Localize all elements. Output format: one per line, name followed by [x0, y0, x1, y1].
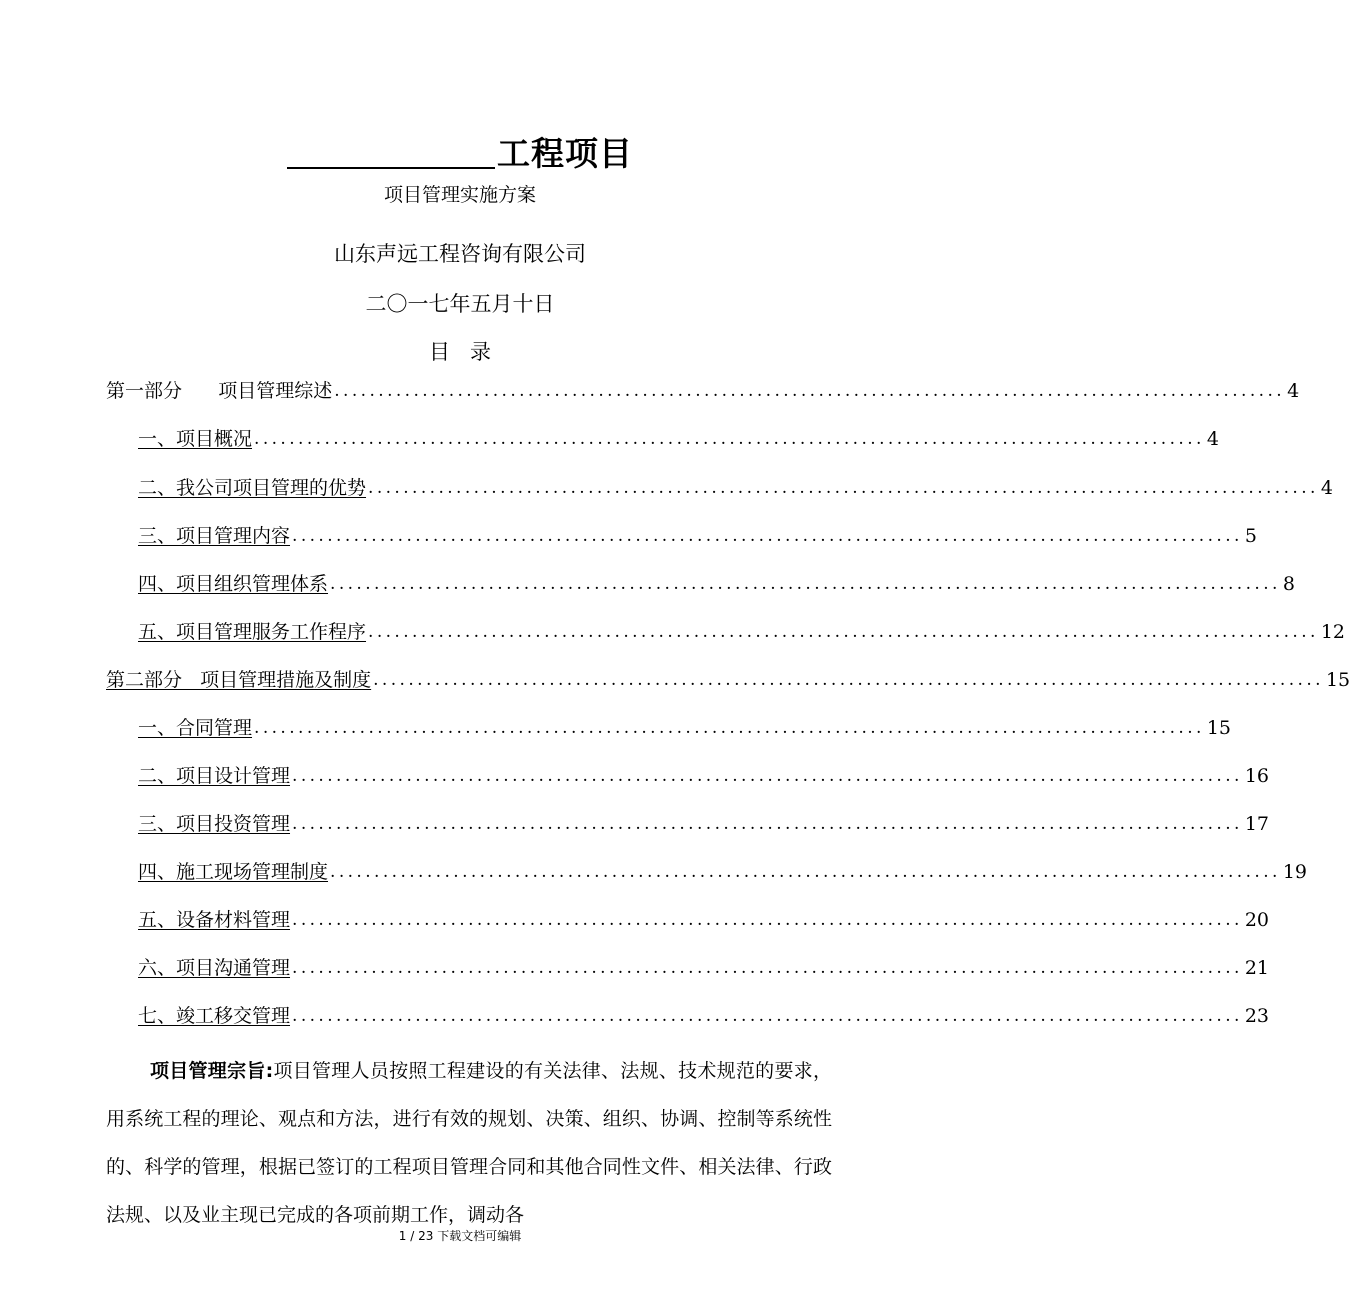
toc-entry[interactable]: [138, 759, 1270, 789]
paragraph-lead: 项目管理宗旨:: [150, 1060, 274, 1082]
toc-page-number: 4: [1320, 477, 1333, 499]
toc-page-number: 16: [1244, 765, 1270, 787]
toc-leader-dots: ............................................................................................................: [292, 766, 1243, 786]
toc-leader-dots: ............................................................................................................: [292, 958, 1243, 978]
document-date: 二〇一七年五月十日: [365, 292, 555, 316]
toc-entry-label: 第二部分 项目管理措施及制度: [106, 669, 372, 691]
title-text: 工程项目: [497, 134, 633, 173]
toc-entry-label: 五、设备材料管理: [138, 909, 291, 931]
toc-entry[interactable]: [106, 374, 1300, 404]
toc-entry[interactable]: [106, 663, 1350, 693]
toc-entry[interactable]: [138, 567, 1295, 597]
toc-entry-label: 一、项目概况: [138, 428, 253, 450]
toc-page-number: 4: [1206, 428, 1219, 450]
toc-leader-dots: ............................................................................................................: [368, 478, 1319, 498]
toc-leader-dots: ............................................................................................................: [292, 910, 1243, 930]
toc-entry-label: 三、项目投资管理: [138, 813, 291, 835]
toc-page-number: 5: [1244, 525, 1257, 547]
toc-leader-dots: ............................................................................................................: [373, 670, 1324, 690]
toc-entry-label: 四、项目组织管理体系: [138, 573, 329, 595]
toc-page-number: 23: [1244, 1005, 1270, 1027]
toc-leader-dots: ............................................................................................................: [254, 718, 1205, 738]
toc-entry-label: 四、施工现场管理制度: [138, 861, 329, 883]
toc-entry-label: 七、竣工移交管理: [138, 1005, 291, 1027]
toc-entry[interactable]: [138, 519, 1257, 549]
toc-page-number: 20: [1244, 909, 1270, 931]
toc-page-number: 4: [1287, 380, 1300, 402]
toc-entry[interactable]: [138, 422, 1219, 452]
toc-leader-dots: ............................................................................................................: [368, 622, 1319, 642]
toc-page-number: 15: [1206, 717, 1232, 739]
toc-leader-dots: ............................................................................................................: [334, 381, 1286, 401]
toc-leader-dots: ............................................................................................................: [330, 574, 1281, 594]
toc-entry-label: 五、项目管理服务工作程序: [138, 621, 367, 643]
toc-leader-dots: ............................................................................................................: [292, 1006, 1243, 1026]
toc-page-number: 15: [1325, 669, 1350, 691]
toc-entry-label: 二、我公司项目管理的优势: [138, 477, 367, 499]
toc-entry[interactable]: [138, 903, 1270, 933]
toc-entry-label: 二、项目设计管理: [138, 765, 291, 787]
toc-leader-dots: ............................................................................................................: [292, 526, 1243, 546]
toc-heading: 目录: [429, 340, 511, 364]
toc-page-number: 21: [1244, 957, 1270, 979]
toc-leader-dots: ............................................................................................................: [330, 862, 1281, 882]
page-footer: 1 / 23 下载文档可编辑: [398, 1229, 522, 1243]
toc-page-number: 8: [1282, 573, 1295, 595]
body-paragraph: [106, 1047, 832, 1239]
toc-entry-label: 第一部分 项目管理综述: [106, 380, 333, 402]
paragraph-text: 项目管理人员按照工程建设的有关法律、法规、技术规范的要求，用系统工程的理论、观点和方法，进行有效的规划、决策、组织、协调、控制等系统性的、科学的管理，根据已签订的工程项目管理合同和其他合同性文件、相关法律、行政法规、以及业主现已完成的各项前期工作，调动各: [106, 1060, 832, 1226]
subtitle: 项目管理实施方案: [383, 184, 536, 206]
toc-entry[interactable]: [138, 999, 1270, 1029]
toc-leader-dots: ............................................................................................................: [292, 814, 1243, 834]
toc-entry[interactable]: [138, 471, 1333, 501]
company-name: 山东声远工程咨询有限公司: [334, 242, 586, 266]
toc-page-number: 12: [1320, 621, 1346, 643]
toc-entry[interactable]: [138, 615, 1346, 645]
document-title: [0, 128, 920, 175]
toc-entry-label: 一、合同管理: [138, 717, 253, 739]
toc-leader-dots: ............................................................................................................: [254, 429, 1205, 449]
toc-entry[interactable]: [138, 855, 1308, 885]
title-blank-line: [287, 137, 495, 169]
toc-entry[interactable]: [138, 711, 1232, 741]
toc-entry[interactable]: [138, 951, 1270, 981]
toc-entry-label: 三、项目管理内容: [138, 525, 291, 547]
toc-page-number: 19: [1282, 861, 1308, 883]
toc-entry[interactable]: [138, 807, 1270, 837]
toc-page-number: 17: [1244, 813, 1270, 835]
toc-entry-label: 六、项目沟通管理: [138, 957, 291, 979]
